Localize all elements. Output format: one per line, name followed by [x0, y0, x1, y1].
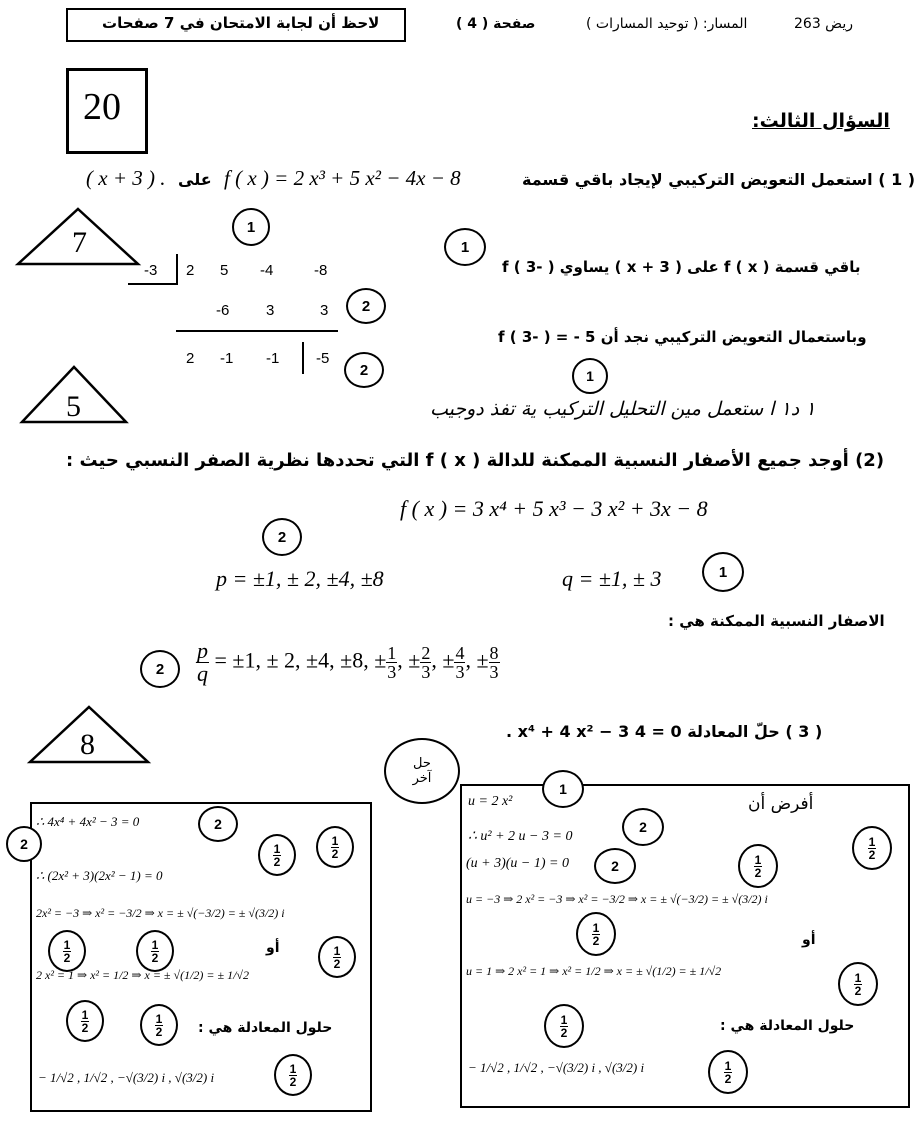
right-half-1-num: 1: [868, 834, 876, 849]
right-l3-mark: 2: [594, 848, 636, 884]
syn-r1-2: -4: [260, 262, 274, 279]
left-half-6: [66, 1000, 104, 1042]
syn-r3-2: -1: [266, 350, 280, 367]
right-half-2-den: 2: [754, 865, 762, 880]
left-side-mark: 2: [6, 826, 42, 862]
left-half-4-den: 2: [151, 950, 159, 965]
synthetic-remainder-divider: [302, 342, 304, 374]
left-sol-label: حلول المعادلة هي :: [198, 1020, 333, 1036]
left-half-3: [48, 930, 86, 972]
syn-r3-0: 2: [186, 350, 195, 367]
right-half-1-den: 2: [868, 847, 876, 862]
left-l1: ∴ 4x⁴ + 4x² − 3 = 0: [36, 814, 140, 829]
right-half-4: [838, 962, 878, 1006]
synthetic-mark-row3: 2: [344, 352, 384, 388]
total-score: 20: [83, 86, 121, 128]
p-values: p = ±1, ± 2, ±4, ±8: [216, 566, 384, 591]
right-l2: ∴ u² + 2 u − 3 = 0: [468, 829, 573, 844]
header-page: صفحة ( 4 ): [456, 16, 536, 32]
left-half-2: [316, 826, 354, 868]
zero-frac-3: [454, 644, 465, 681]
left-or: أو: [266, 940, 280, 956]
syn-r3-1: -1: [220, 350, 234, 367]
zero-frac-2-den: 3: [421, 662, 431, 682]
result-line: وباستعمال التعويض التركيبي نجد أن 5 - = ( -3 ) f: [498, 328, 867, 346]
part1-prompt: ( 1 ) استعمل التعويض التركيبي لإيجاد باقي قسمة: [522, 170, 916, 189]
q-values: q = ±1, ± 3: [562, 566, 662, 591]
right-half-6-num: 1: [724, 1058, 732, 1073]
right-l5: u = 1 ⇒ 2 x² = 1 ⇒ x² = 1/2 ⇒ x = ± √(1/2) = ± 1/√2: [466, 964, 722, 978]
syn-r2-0: -6: [216, 302, 230, 319]
possible-zeros: [196, 640, 500, 685]
part1-divisor: ( x + 3 ) .: [86, 166, 166, 190]
part1-on: على: [178, 170, 212, 189]
right-half-2: [738, 844, 778, 888]
handwritten-note: ١ د١ ا ستعمل مين التحليل التركيب ية تفذ دوجيب: [430, 398, 816, 420]
left-half-3-den: 2: [63, 950, 71, 965]
part2-prompt: (2) أوجد جميع الأصفار النسبية الممكنة للدالة ( x ) f التي تحددها نظرية الصفر النسبي حيث :: [66, 450, 885, 471]
left-half-7-num: 1: [155, 1011, 163, 1026]
zero-frac-1-den: 3: [387, 662, 397, 682]
zeros-mark: 2: [140, 650, 180, 688]
part1-mark-top: 1: [232, 208, 270, 246]
zero-frac-2-num: 2: [421, 643, 431, 663]
part2-score: 5: [66, 390, 81, 423]
syn-r2-1: 3: [266, 302, 275, 319]
zeros-label: الاصفار النسبية الممكنة هي :: [668, 612, 885, 630]
synthetic-root: -3: [144, 262, 158, 279]
remainder-line: باقي قسمة ( x ) f على ( x + 3 ) يساوي ( -3 ) f: [502, 258, 861, 276]
syn-r3-3: -5: [316, 350, 330, 367]
total-score-box: [66, 68, 148, 154]
result-mark: 1: [572, 358, 608, 394]
part1-score: 7: [72, 226, 87, 259]
p-over-q: [196, 640, 209, 685]
right-or: أو: [802, 932, 816, 948]
synthetic-mark-row2: 2: [346, 288, 386, 324]
p-mark: 2: [262, 518, 302, 556]
left-l4: 2 x² = 1 ⇒ x² = 1/2 ⇒ x = ± √(1/2) = ± 1/√2: [36, 968, 250, 982]
right-l2-mark: 2: [622, 808, 664, 846]
sep-3: , ±: [465, 647, 489, 673]
left-half-8-den: 2: [289, 1074, 297, 1089]
right-half-2-num: 1: [754, 852, 762, 867]
syn-r1-1: 5: [220, 262, 229, 279]
part2-function: f ( x ) = 3 x⁴ + 5 x³ − 3 x² + 3x − 8: [400, 496, 708, 521]
zero-frac-2: [420, 644, 431, 681]
zero-frac-1-num: 1: [387, 643, 397, 663]
zero-frac-4: [489, 644, 500, 681]
right-half-3: [576, 912, 616, 956]
right-let: أفرض أن: [748, 794, 814, 814]
part3-prompt: ( 3 ) حلّ المعادلة 0 = 4 x⁴ + 4 x² − 3 .: [506, 722, 823, 741]
page-header: [66, 8, 908, 42]
left-half-1: [258, 834, 296, 876]
right-sol-label: حلول المعادلة هي :: [720, 1018, 855, 1034]
right-half-3-den: 2: [592, 933, 600, 948]
right-sols: − 1/√2 , 1/√2 , −√(3/2) i , √(3/2) i: [468, 1060, 645, 1075]
right-half-4-den: 2: [854, 983, 862, 998]
q-mark: 1: [702, 552, 744, 592]
right-half-6: [708, 1050, 748, 1094]
left-half-2-num: 1: [331, 833, 339, 848]
left-half-1-den: 2: [273, 854, 281, 869]
right-half-1: [852, 826, 892, 870]
right-l3: (u + 3)(u − 1) = 0: [466, 856, 569, 871]
left-l3: 2x² = −3 ⇒ x² = −3/2 ⇒ x = ± √(−3/2) = ± √(3/2) i: [36, 906, 285, 920]
zero-frac-4-num: 8: [489, 643, 499, 663]
synthetic-divider: [176, 254, 178, 284]
part3-score: 8: [80, 728, 95, 761]
left-l1-mark: 2: [198, 806, 238, 842]
left-half-5: [318, 936, 356, 978]
zero-frac-4-den: 3: [489, 662, 499, 682]
left-half-7: [140, 1004, 178, 1046]
right-half-4-num: 1: [854, 970, 862, 985]
zeros-integers: = ±1, ± 2, ±4, ±8, ±: [214, 647, 387, 673]
zero-frac-3-den: 3: [455, 662, 465, 682]
part1-function: f ( x ) = 2 x³ + 5 x² − 4x − 8: [224, 166, 461, 190]
header-track: المسار: ( توحيد المسارات ): [586, 16, 748, 32]
header-code: ريض 263: [794, 16, 853, 32]
right-half-5-den: 2: [560, 1025, 568, 1040]
zero-frac-3-num: 4: [455, 643, 465, 663]
left-half-6-num: 1: [81, 1007, 89, 1022]
p-over-q-num: p: [197, 638, 208, 663]
left-l2: ∴ (2x² + 3)(2x² − 1) = 0: [36, 868, 163, 883]
left-half-4-num: 1: [151, 937, 159, 952]
left-half-2-den: 2: [331, 846, 339, 861]
sep-2: , ±: [431, 647, 455, 673]
right-l4: u = −3 ⇒ 2 x² = −3 ⇒ x² = −3/2 ⇒ x = ± √(−3/2) = ± √(3/2) i: [466, 892, 768, 906]
left-half-5-num: 1: [333, 943, 341, 958]
header-note: لاحظ أن لجابة الامتحان في 7 صفحات: [102, 14, 380, 32]
left-half-8: [274, 1054, 312, 1096]
alt-solution-badge: [384, 738, 460, 804]
left-half-7-den: 2: [155, 1024, 163, 1039]
right-half-6-den: 2: [724, 1071, 732, 1086]
left-half-6-den: 2: [81, 1020, 89, 1035]
left-half-1-num: 1: [273, 841, 281, 856]
alt-label-2: آخر: [412, 771, 432, 786]
right-l1-mark: 1: [542, 770, 584, 808]
left-half-5-den: 2: [333, 956, 341, 971]
right-half-5: [544, 1004, 584, 1048]
right-l1: u = 2 x²: [468, 794, 513, 809]
left-sols: − 1/√2 , 1/√2 , −√(3/2) i , √(3/2) i: [38, 1070, 215, 1085]
question-title: السؤال الثالث:: [752, 110, 890, 132]
right-half-5-num: 1: [560, 1012, 568, 1027]
left-half-8-num: 1: [289, 1061, 297, 1076]
left-half-4: [136, 930, 174, 972]
syn-r1-0: 2: [186, 262, 195, 279]
synthetic-root-line: [128, 283, 178, 285]
p-over-q-den: q: [197, 661, 208, 686]
remainder-mark: 1: [444, 228, 486, 266]
alt-label-1: حل: [413, 756, 431, 771]
right-half-3-num: 1: [592, 920, 600, 935]
left-half-3-num: 1: [63, 937, 71, 952]
syn-r1-3: -8: [314, 262, 328, 279]
sep-1: , ±: [397, 647, 421, 673]
syn-r2-2: 3: [320, 302, 329, 319]
zero-frac-1: [386, 644, 397, 681]
synthetic-sum-line: [176, 330, 338, 332]
